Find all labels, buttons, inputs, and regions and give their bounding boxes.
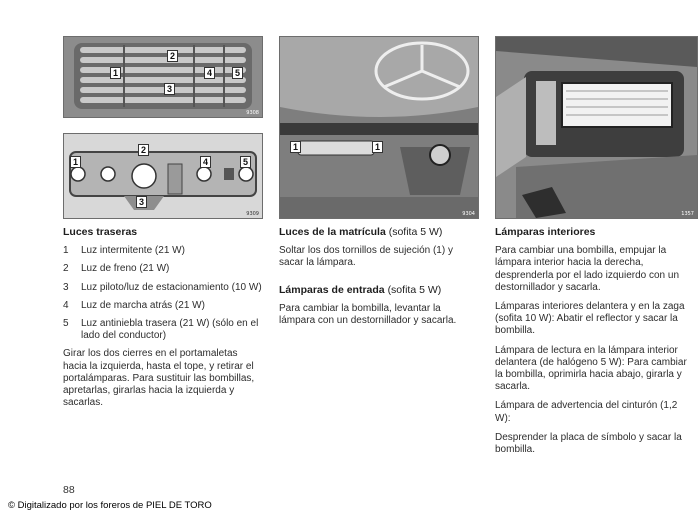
interior-paragraph: Desprender la placa de símbolo y sacar la bombilla. [495, 431, 682, 456]
heading-entrance-lamps-title: Lámparas de entrada [279, 283, 385, 296]
callout-marker: 2 [138, 144, 149, 156]
photo-interior-lamp [495, 36, 698, 219]
photo-code: 9304 [462, 211, 475, 217]
callout-marker: 2 [167, 50, 178, 62]
license-plate-instructions: Soltar los dos tornillos de sujeción (1) y sacar la lámpara. [279, 245, 453, 269]
item-text: Luz antiniebla trasera (21 W) (sólo en el lado del conductor) [81, 318, 259, 342]
callout-marker: 1 [110, 67, 121, 79]
item-text: Luz de freno (21 W) [81, 263, 170, 275]
column-license-entrance [279, 226, 475, 334]
callout-marker: 4 [200, 156, 211, 168]
heading-license-plate-title: Luces de la matrícula [279, 226, 386, 238]
heading-entrance-lamps-note: (sofita 5 W) [387, 283, 442, 296]
column-interior-lamps [495, 226, 695, 463]
heading-license-plate [279, 226, 475, 238]
list-item [63, 300, 263, 312]
item-number: 3 [63, 281, 69, 293]
photo-bulb-holder [63, 133, 263, 219]
photo-tail-light-lens [63, 36, 263, 118]
item-number: 5 [63, 318, 69, 330]
item-number: 1 [63, 245, 69, 257]
callout-marker: 5 [232, 67, 243, 79]
heading-interior-lamps: Lámparas interiores [495, 226, 596, 238]
photo-code: 9308 [246, 110, 259, 116]
list-item [63, 245, 263, 257]
list-item [63, 282, 263, 294]
tail-lights-instructions: Girar los dos cierres en el portamaletas hacia la izquierda, hasta el tope, y retirar el portalámparas. Para sustituir las bombillas, apretarlas, girarlas hacia la izquierda y sacarlas. [63, 348, 255, 409]
callout-marker: 3 [136, 196, 147, 208]
interior-paragraph: Lámparas interiores delantera y en la zaga (sofita 10 W): Abatir el reflector y sacar la bombilla. [495, 301, 685, 337]
interior-paragraph: Para cambiar una bombilla, empujar la lámpara interior hacia la derecha, desprenderla por el lado izquierdo con un destornillador y sacarla. [495, 245, 680, 293]
photo-license-plate-lamp [279, 36, 479, 219]
item-number: 4 [63, 299, 69, 311]
interior-lamp-illustration [496, 37, 697, 218]
entrance-lamps-instructions: Para cambiar la bombilla, levantar la lámpara con un destornillador y sacarla. [279, 302, 457, 327]
callout-marker: 5 [240, 156, 251, 168]
callout-marker: 1 [70, 156, 81, 168]
column-tail-lights [63, 226, 263, 416]
bulb-holder-illustration [64, 134, 262, 218]
callout-marker: 1 [372, 141, 383, 153]
item-text: Luz de marcha atrás (21 W) [81, 299, 205, 311]
heading-license-plate-note: (sofita 5 W) [388, 226, 443, 238]
interior-paragraph: Lámpara de advertencia del cinturón (1,2 W): [495, 400, 678, 424]
list-item [63, 318, 263, 342]
item-text: Luz intermitente (21 W) [81, 245, 185, 257]
heading-entrance-lamps [279, 284, 475, 296]
license-plate-lamp-illustration [280, 37, 478, 218]
callout-marker: 4 [204, 67, 215, 79]
photo-code: 9309 [246, 211, 259, 217]
callout-marker: 1 [290, 141, 301, 153]
item-text: Luz piloto/luz de estacionamiento (10 W) [81, 281, 262, 293]
heading-tail-lights: Luces traseras [63, 226, 138, 238]
callout-marker: 3 [164, 83, 175, 95]
copyright-notice: © Digitalizado por los foreros de PIEL DE TORO [8, 500, 212, 511]
list-item [63, 263, 263, 275]
item-number: 2 [63, 263, 69, 275]
photo-code: 1357 [681, 211, 694, 217]
bulb-list [63, 245, 263, 342]
interior-paragraph: Lámpara de lectura en la lámpara interior delantera (de halógeno 5 W): Para cambiar la bombilla, oprimirla hacia abajo, girarla y sacarla. [495, 344, 687, 393]
page-number: 88 [63, 484, 75, 496]
